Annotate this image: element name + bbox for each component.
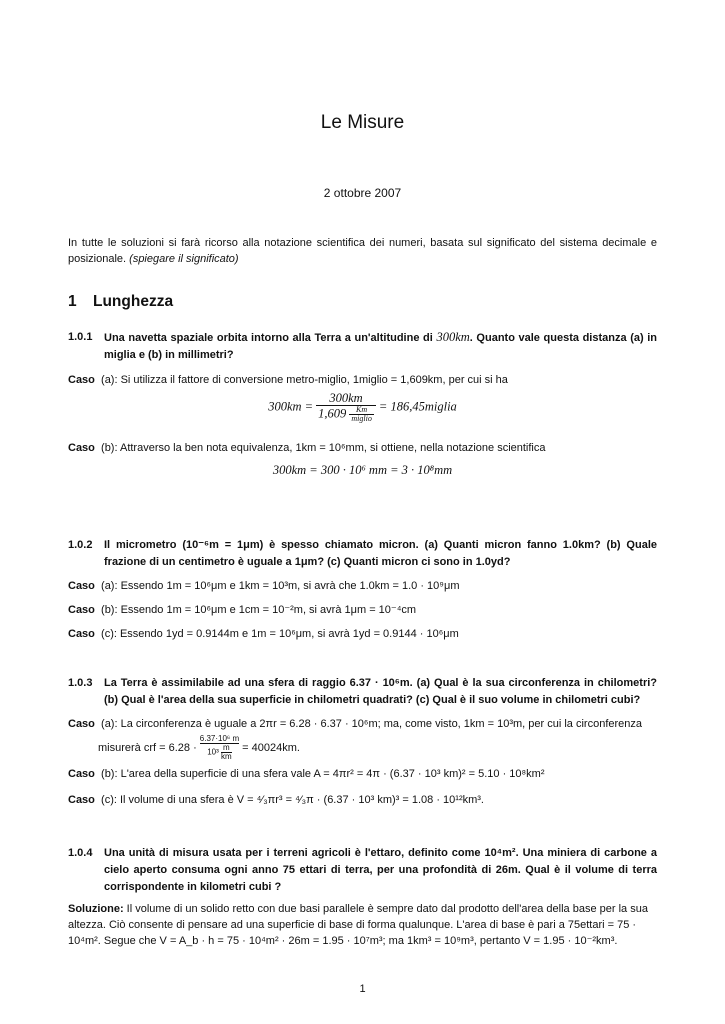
solution-1-0-4 xyxy=(68,901,657,949)
page-number: 1 xyxy=(359,983,366,995)
question-text: Il micrometro (10⁻⁶m = 1μm) è spesso chiamato micron. (a) Quanti micron fanno 1.0km? (b) Quale frazione di un centimetro è uguale a 1μm? (c) Quanti micron ci sono in 1.0yd? xyxy=(104,539,657,568)
intro-paragraph xyxy=(68,236,657,267)
question-number: 1.0.1 xyxy=(68,331,93,343)
answer-1-0-3-c: Caso (c): Il volume di una sfera è V = ⁴⁄₃πr³ = ⁴⁄₃π · (6.37 · 10³ km)³ = 1.08 · 10¹²km³. xyxy=(68,794,484,806)
intro-note: (spiegare il significato) xyxy=(129,252,239,265)
equation-1-0-1-a: 300km = 300km 1,609 Km miglio = 186,45miglia xyxy=(268,391,457,423)
question-number: 1.0.2 xyxy=(68,539,93,551)
section-title: Lunghezza xyxy=(93,293,174,310)
question-text: Una navetta spaziale orbita intorno alla Terra a un'altitudine di 300km. Quanto vale questa distanza (a) in miglia e (b) in millimetri? xyxy=(104,330,658,361)
answer-1-0-3-a: Caso (a): La circonferenza è uguale a 2πr = 6.28 · 6.37 · 10⁶m; ma, come visto, 1km = 10³m, per cui la circonferenza misurerà crf = 6.28 · 6.37·10⁶ m 10³ $\frac{m}{km}$ = 40024km. xyxy=(68,718,643,761)
solution-label: Soluzione: xyxy=(68,903,124,915)
question-text: Una unità di misura usata per i terreni agricoli è l'ettaro, definito come 10⁴m². Una miniera di carbone a cielo aperto consuma ogni anno 75 ettari di terra, per una profondità di 26m. Qual è il volume di terra corrispondente in kilometri cubi ? xyxy=(104,847,657,893)
answer-1-0-3-b: Caso (b): L'area della superficie di una sfera vale A = 4πr² = 4π · (6.37 · 10³ km)² = 5.10 · 10⁸km² xyxy=(68,768,545,780)
answer-1-0-2-b: Caso (b): Essendo 1m = 10⁶μm e 1cm = 10⁻²m, si avrà 1μm = 10⁻⁴cm xyxy=(68,604,417,616)
solution-text: Il volume di un solido retto con due basi parallele è sempre dato dal prodotto dell'area della base per la sua altezza. Ciò consente di pensare ad una superficie di base di forma qualunque. L'area di base è pari a 75ettari = 75 · 10⁴m². Segue che V = A_b · h = 75 · 10⁴m² · 26m = 1.95 · 10⁷m³; ma 1km³ = 10⁹m³, pertanto V = 1.95 · 10⁻²km³. xyxy=(68,903,648,947)
page-title: Le Misure xyxy=(320,112,405,133)
section-heading xyxy=(68,293,173,311)
section-number: 1 xyxy=(68,293,77,310)
answer-text: (a): Si utilizza il fattore di conversione metro-miglio, 1miglio = 1,609km, per cui si ha xyxy=(101,374,508,386)
question-1-0-1 xyxy=(68,329,657,364)
document-date: 2 ottobre 2007 xyxy=(323,186,402,200)
answer-1-0-1-a xyxy=(68,372,657,389)
answer-1-0-2-a: Caso (a): Essendo 1m = 10⁶μm e 1km = 10³m, si avrà che 1.0km = 1.0 · 10⁹μm xyxy=(68,580,460,592)
answer-1-0-1-b xyxy=(68,440,657,457)
question-text: La Terra è assimilabile ad una sfera di raggio 6.37 · 10⁶m. (a) Qual è la sua circonferenza in chilometri? (b) Qual è l'area della sua superficie in chilometri quadrati? (c) Qual è il suo volume in chilometri cubi? xyxy=(104,677,657,706)
answer-1-0-2-c: Caso (c): Essendo 1yd = 0.9144m e 1m = 10⁶μm, si avrà 1yd = 0.9144 · 10⁶μm xyxy=(68,628,459,640)
answer-text: (b): Attraverso la ben nota equivalenza, 1km = 10⁶mm, si ottiene, nella notazione scientifica xyxy=(101,442,546,454)
question-1-0-3 xyxy=(68,675,657,709)
case-label: Caso xyxy=(68,442,95,454)
question-number: 1.0.4 xyxy=(68,847,93,859)
intro-text: In tutte le soluzioni si farà ricorso alla notazione scientifica dei numeri, basata sul significato del sistema decimale e posizionale. xyxy=(68,237,657,265)
question-1-0-4 xyxy=(68,845,657,896)
case-label: Caso xyxy=(68,374,95,386)
question-1-0-2 xyxy=(68,537,657,571)
equation-1-0-1-b: 300km = 300 · 10⁶ mm = 3 · 10⁸mm xyxy=(272,463,453,477)
question-number: 1.0.3 xyxy=(68,677,93,689)
